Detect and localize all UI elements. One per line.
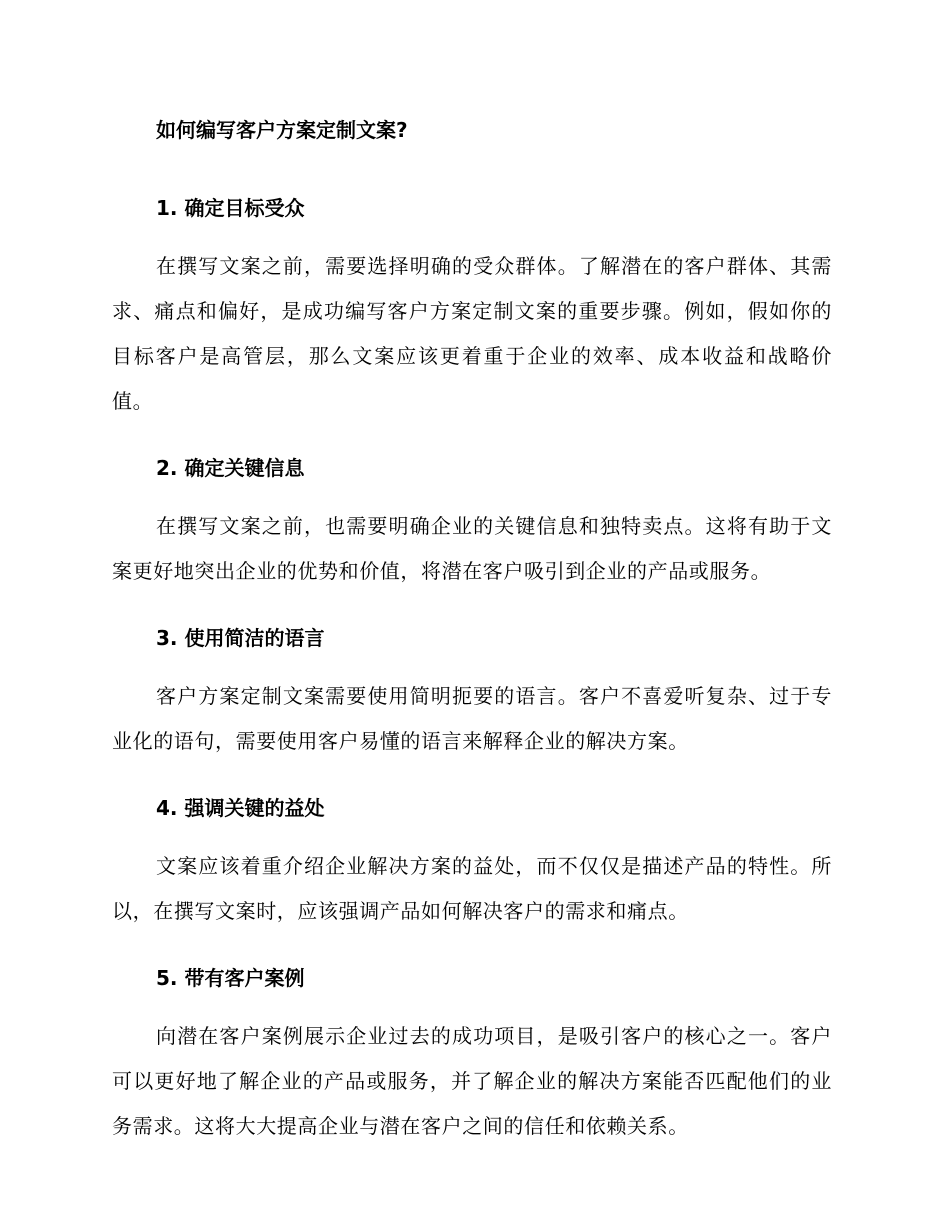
section-concise-language <box>112 616 832 764</box>
section-customer-cases <box>112 956 832 1149</box>
section-body: 向潜在客户案例展示企业过去的成功项目，是吸引客户的核心之一。客户可以更好地了解企业的产品或服务，并了解企业的解决方案能否匹配他们的业务需求。这将大大提高企业与潜在客户之间的信任和依赖关系。 <box>112 1024 832 1138</box>
section-body: 在撰写文案之前，也需要明确企业的关键信息和独特卖点。这将有助于文案更好地突出企业的优势和价值，将潜在客户吸引到企业的产品或服务。 <box>112 514 832 583</box>
section-key-benefits <box>112 786 832 934</box>
document-page <box>112 108 832 1171</box>
section-body: 客户方案定制文案需要使用简明扼要的语言。客户不喜爱听复杂、过于专业化的语句，需要使用客户易懂的语言来解释企业的解决方案。 <box>112 684 832 753</box>
section-key-information <box>112 446 832 594</box>
section-body: 在撰写文案之前，需要选择明确的受众群体。了解潜在的客户群体、其需求、痛点和偏好，是成功编写客户方案定制文案的重要步骤。例如，假如你的目标客户是高管层，那么文案应该更着重于企业的效率、成本收益和战略价值。 <box>112 254 832 413</box>
section-heading: 2. 确定关键信息 <box>156 456 305 480</box>
section-heading: 1. 确定目标受众 <box>156 196 305 220</box>
document-title: 如何编写客户方案定制文案? <box>156 118 408 142</box>
section-heading: 4. 强调关键的益处 <box>156 796 325 820</box>
section-target-audience <box>112 186 832 424</box>
section-heading: 3. 使用简洁的语言 <box>156 626 325 650</box>
section-heading: 5. 带有客户案例 <box>156 966 305 990</box>
section-body: 文案应该着重介绍企业解决方案的益处，而不仅仅是描述产品的特性。所以，在撰写文案时，应该强调产品如何解决客户的需求和痛点。 <box>112 854 832 923</box>
